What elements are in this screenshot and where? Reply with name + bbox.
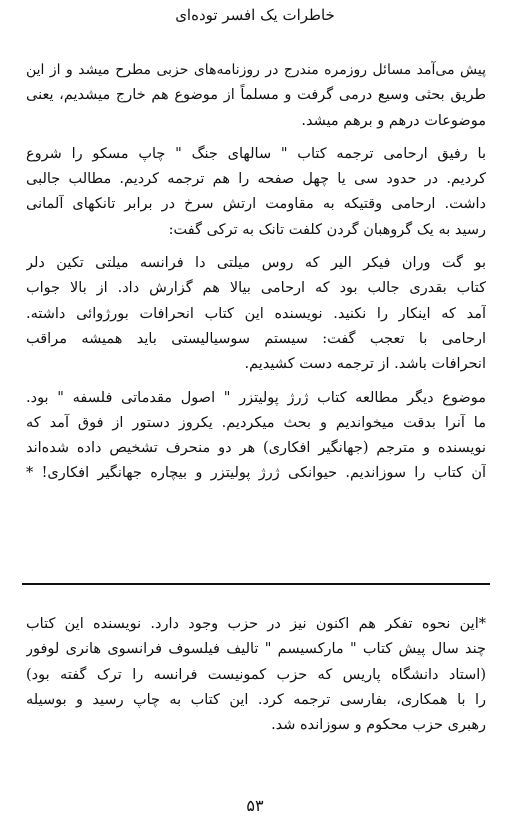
body-line: پیش می‌آمد مسائل روزمره مندرج در روزنامه‌های حزبی مطرح میشد و از این — [26, 62, 486, 78]
footnote-line: را با همکاری، بفارسی ترجمه کرد. این کتاب به چاپ رسید و بوسیله — [26, 691, 486, 708]
body-line: نویسنده و مترجم (جهانگیر افکاری) هر دو منحرف تشخیص داده شده‌اند — [26, 440, 486, 457]
paragraph-gap — [26, 378, 486, 386]
footnote-line: *این نحوه تفکر هم اکنون نیز در حزب وجود دارد. نویسنده این کتاب — [26, 616, 486, 632]
body-line: موضوع دیگر مطالعه کتاب ژرژ پولیتزر " اصول مقدماتی فلسفه " بود. — [26, 389, 486, 406]
body-line: طریق بحثی وسیع درمی گرفت و مسلماً از موضوع هم خارج میشدیم، یعنی — [26, 87, 486, 104]
paragraph-gap — [26, 134, 486, 142]
body-line: کردیم. در حدود سی یا چهل صفحه را هم ترجمه کردیم. مطالب جالبی — [26, 171, 486, 188]
body-line: ارحامی با تعجب گفت: سیستم سوسیالیستی باید همیشه مراقب — [26, 330, 486, 347]
body-line: رسید به یک گروهبان گردن کلفت تانک به ترکی گفت: — [168, 221, 486, 238]
body-text — [26, 58, 486, 487]
body-line: آمد که اینکار را نکنید. نویسنده این کتاب انحرافات بورژوائی داشته. — [26, 305, 486, 322]
footnote-line: چند سال پیش کتاب " مارکسیسم " تالیف فیلسوف فرانسوی هانری لوفور — [26, 641, 486, 658]
body-line: آن کتاب را سوزاندیم. حیوانکی ژرژ پولیتزر و بیچاره جهانگیر افکاری! * — [26, 465, 486, 482]
body-line: داشت. ارحامی وقتیکه به مقاومت ارتش سرخ در برابر تانکهای آلمانی — [26, 196, 486, 213]
footnote-line: رهبری حزب محکوم و سوزانده شد. — [271, 717, 486, 734]
body-line: موضوعات درهم و برهم میشد. — [301, 112, 486, 129]
body-line: با رفیق ارحامی ترجمه کتاب " سالهای جنگ " چاپ مسکو را شروع — [26, 145, 486, 162]
page-number: ۵۳ — [246, 796, 264, 815]
body-line: انحرافات باشد. از ترجمه دست کشیدیم. — [244, 356, 486, 373]
footnote — [26, 612, 486, 738]
footnote-line: (استاد دانشگاه پاریس که حزب کمونیست فرانسه را ترک گفته بود) — [26, 666, 486, 683]
body-line: کتاب بقدری جالب بود که ارحامی بیالا هم گزارش داد. از بالا جواب — [26, 280, 486, 297]
running-header: خاطرات یک افسر توده‌ای — [175, 6, 335, 24]
footnote-divider — [22, 583, 490, 585]
body-line: بو گت وران فیکر الیر که روس میلتی دا فرانسه میلتی تکین دلر — [26, 255, 486, 272]
body-line: ما آنرا بدقت میخواندیم و بحث میکردیم. یکروز دستور از فوق آمد که — [26, 414, 486, 431]
paragraph-gap — [26, 243, 486, 251]
